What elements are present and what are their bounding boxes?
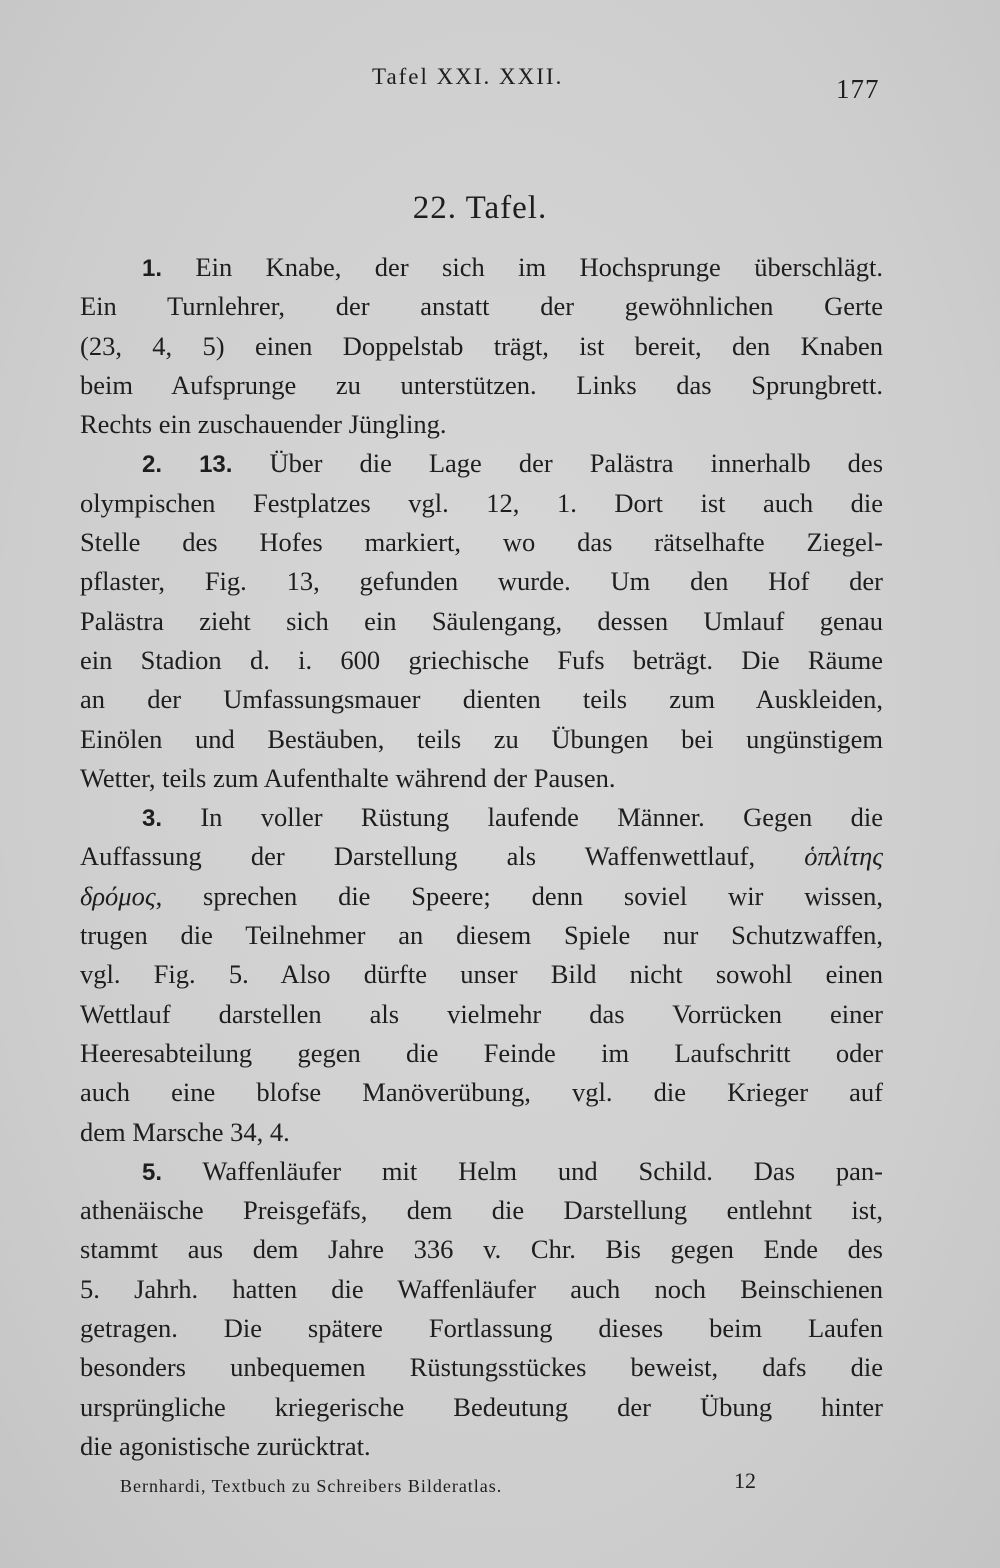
text-line	[80, 484, 883, 523]
text-run: trugen die Teilnehmer an diesem Spiele nur Schutzwaffen,	[80, 920, 883, 951]
text-run: die agonistische zurücktrat.	[80, 1430, 371, 1461]
text-line	[80, 287, 883, 326]
text-run: Über die Lage der Palästra innerhalb des	[232, 448, 884, 479]
text-run: (23, 4, 5) einen Doppelstab trägt, ist bereit, den Knaben	[80, 330, 883, 361]
footer-signature: Bernhardi, Textbuch zu Schreibers Bilderatlas.	[120, 1476, 503, 1496]
text-run: In voller Rüstung laufende Männer. Gegen die	[162, 802, 883, 833]
text-line	[80, 444, 883, 483]
text-run: Einölen und Bestäuben, teils zu Übungen bei ungünstigem	[80, 723, 883, 754]
text-line-content	[80, 409, 446, 439]
text-line	[80, 641, 883, 680]
text-line	[80, 1388, 883, 1427]
text-run: Palästra zieht sich ein Säulengang, dessen Umlauf genau	[80, 605, 883, 636]
text-line-content	[80, 1274, 883, 1304]
text-line-content	[80, 841, 883, 871]
text-run: stammt aus dem Jahre 336 v. Chr. Bis gegen Ende des	[80, 1234, 883, 1265]
text-line-content	[80, 1352, 883, 1382]
text-run: olympischen Festplatzes vgl. 12, 1. Dort ist auch die	[80, 487, 883, 518]
text-run: athenäische Preisgefäfs, dem die Darstellung entlehnt ist,	[80, 1195, 883, 1226]
paragraph-number: 1.	[142, 255, 163, 282]
page-number: 177	[836, 74, 880, 104]
text-line	[80, 1152, 883, 1191]
text-line-content	[80, 291, 883, 321]
text-line-content	[80, 1234, 883, 1264]
text-run: beim Aufsprunge zu unterstützen. Links das Sprungbrett.	[80, 369, 883, 400]
text-run: Auffassung der Darstellung als Waffenwettlauf,	[80, 841, 805, 872]
text-line-content	[142, 252, 883, 282]
text-line	[80, 877, 883, 916]
text-line-content	[80, 920, 883, 950]
paragraph-number: 2. 13.	[142, 451, 233, 479]
text-line	[80, 916, 883, 955]
text-line-content	[80, 527, 883, 557]
text-run: Rechts ein zuschauender Jüngling.	[80, 409, 447, 440]
text-line	[80, 1230, 883, 1269]
paragraph-number: 5.	[142, 1158, 163, 1186]
footer-sheet-number: 12	[734, 1468, 756, 1493]
text-run: vgl. Fig. 5. Also dürfte unser Bild nicht sowohl einen	[80, 959, 883, 990]
text-line-content	[80, 1117, 290, 1147]
text-line-content	[80, 645, 883, 675]
text-line-content	[80, 370, 883, 400]
text-line-content	[80, 684, 883, 714]
text-line	[80, 1034, 883, 1073]
text-line	[80, 523, 883, 562]
text-run: pflaster, Fig. 13, gefunden wurde. Um den Hof der	[80, 566, 883, 597]
text-line	[80, 248, 883, 287]
text-line	[80, 1427, 883, 1466]
text-line-content	[80, 1195, 883, 1225]
text-run: Ein Knabe, der sich im Hochsprunge überschlägt.	[162, 252, 883, 282]
text-line	[80, 562, 883, 601]
text-run: getragen. Die spätere Fortlassung dieses beim Laufen	[80, 1313, 883, 1344]
text-line	[80, 680, 883, 719]
text-line	[80, 327, 883, 366]
text-line	[80, 1073, 883, 1112]
text-line	[80, 1113, 883, 1152]
text-run: , sprechen die Speere; denn soviel wir wissen,	[155, 880, 883, 911]
text-line-content	[142, 802, 883, 832]
text-run: Waffenläufer mit Helm und Schild. Das pan-	[162, 1155, 883, 1186]
text-line-content	[80, 488, 883, 518]
greek-term: ὁπλίτης	[804, 841, 883, 872]
text-line-content	[80, 724, 883, 754]
text-line-content	[80, 1431, 371, 1461]
body-text	[80, 248, 883, 1466]
text-line-content	[80, 606, 883, 636]
text-line-content	[142, 1156, 883, 1186]
text-line	[80, 798, 883, 837]
text-line-content	[80, 999, 883, 1029]
text-line	[80, 720, 883, 759]
text-line-content	[80, 1313, 883, 1343]
text-line	[80, 1270, 883, 1309]
text-run: dem Marsche 34, 4.	[80, 1116, 290, 1147]
text-line-content	[80, 1392, 883, 1422]
text-run: ursprüngliche kriegerische Bedeutung der Übung hinter	[80, 1391, 883, 1422]
text-line-content	[80, 763, 615, 793]
text-line	[80, 1191, 883, 1230]
text-line	[80, 1348, 883, 1387]
text-line-content	[142, 448, 883, 478]
text-line	[80, 1309, 883, 1348]
text-line-content	[80, 881, 883, 911]
text-run: an der Umfassungsmauer dienten teils zum Auskleiden,	[80, 684, 883, 715]
text-line-content	[80, 959, 883, 989]
running-head: Tafel XXI. XXII.	[372, 64, 564, 89]
text-run: ein Stadion d. i. 600 griechische Fufs beträgt. Die Räume	[80, 644, 883, 675]
text-line	[80, 405, 883, 444]
text-run: auch eine blofse Manöverübung, vgl. die Krieger auf	[80, 1077, 883, 1108]
text-run: Heeresabteilung gegen die Feinde im Laufschritt oder	[80, 1037, 883, 1068]
section-title: 22. Tafel.	[412, 190, 548, 226]
text-line	[80, 837, 883, 876]
text-run: Wetter, teils zum Aufenthalte während der Pausen.	[80, 762, 616, 793]
text-run: besonders unbequemen Rüstungsstückes beweist, dafs die	[80, 1352, 883, 1383]
text-run: Stelle des Hofes markiert, wo das rätselhafte Ziegel-	[80, 527, 883, 558]
text-run: Wettlauf darstellen als vielmehr das Vorrücken einer	[80, 998, 883, 1029]
text-line	[80, 759, 883, 798]
text-run: 5. Jahrh. hatten die Waffenläufer auch noch Beinschienen	[80, 1273, 883, 1304]
text-line-content	[80, 566, 883, 596]
text-line	[80, 995, 883, 1034]
greek-term: δρόμος	[80, 880, 156, 911]
text-line-content	[80, 331, 883, 361]
text-line	[80, 602, 883, 641]
paragraph-number: 3.	[142, 805, 163, 833]
text-line-content	[80, 1077, 883, 1107]
text-line	[80, 955, 883, 994]
text-run: Ein Turnlehrer, der anstatt der gewöhnlichen Gerte	[80, 291, 883, 322]
text-line	[80, 366, 883, 405]
text-line-content	[80, 1038, 883, 1068]
